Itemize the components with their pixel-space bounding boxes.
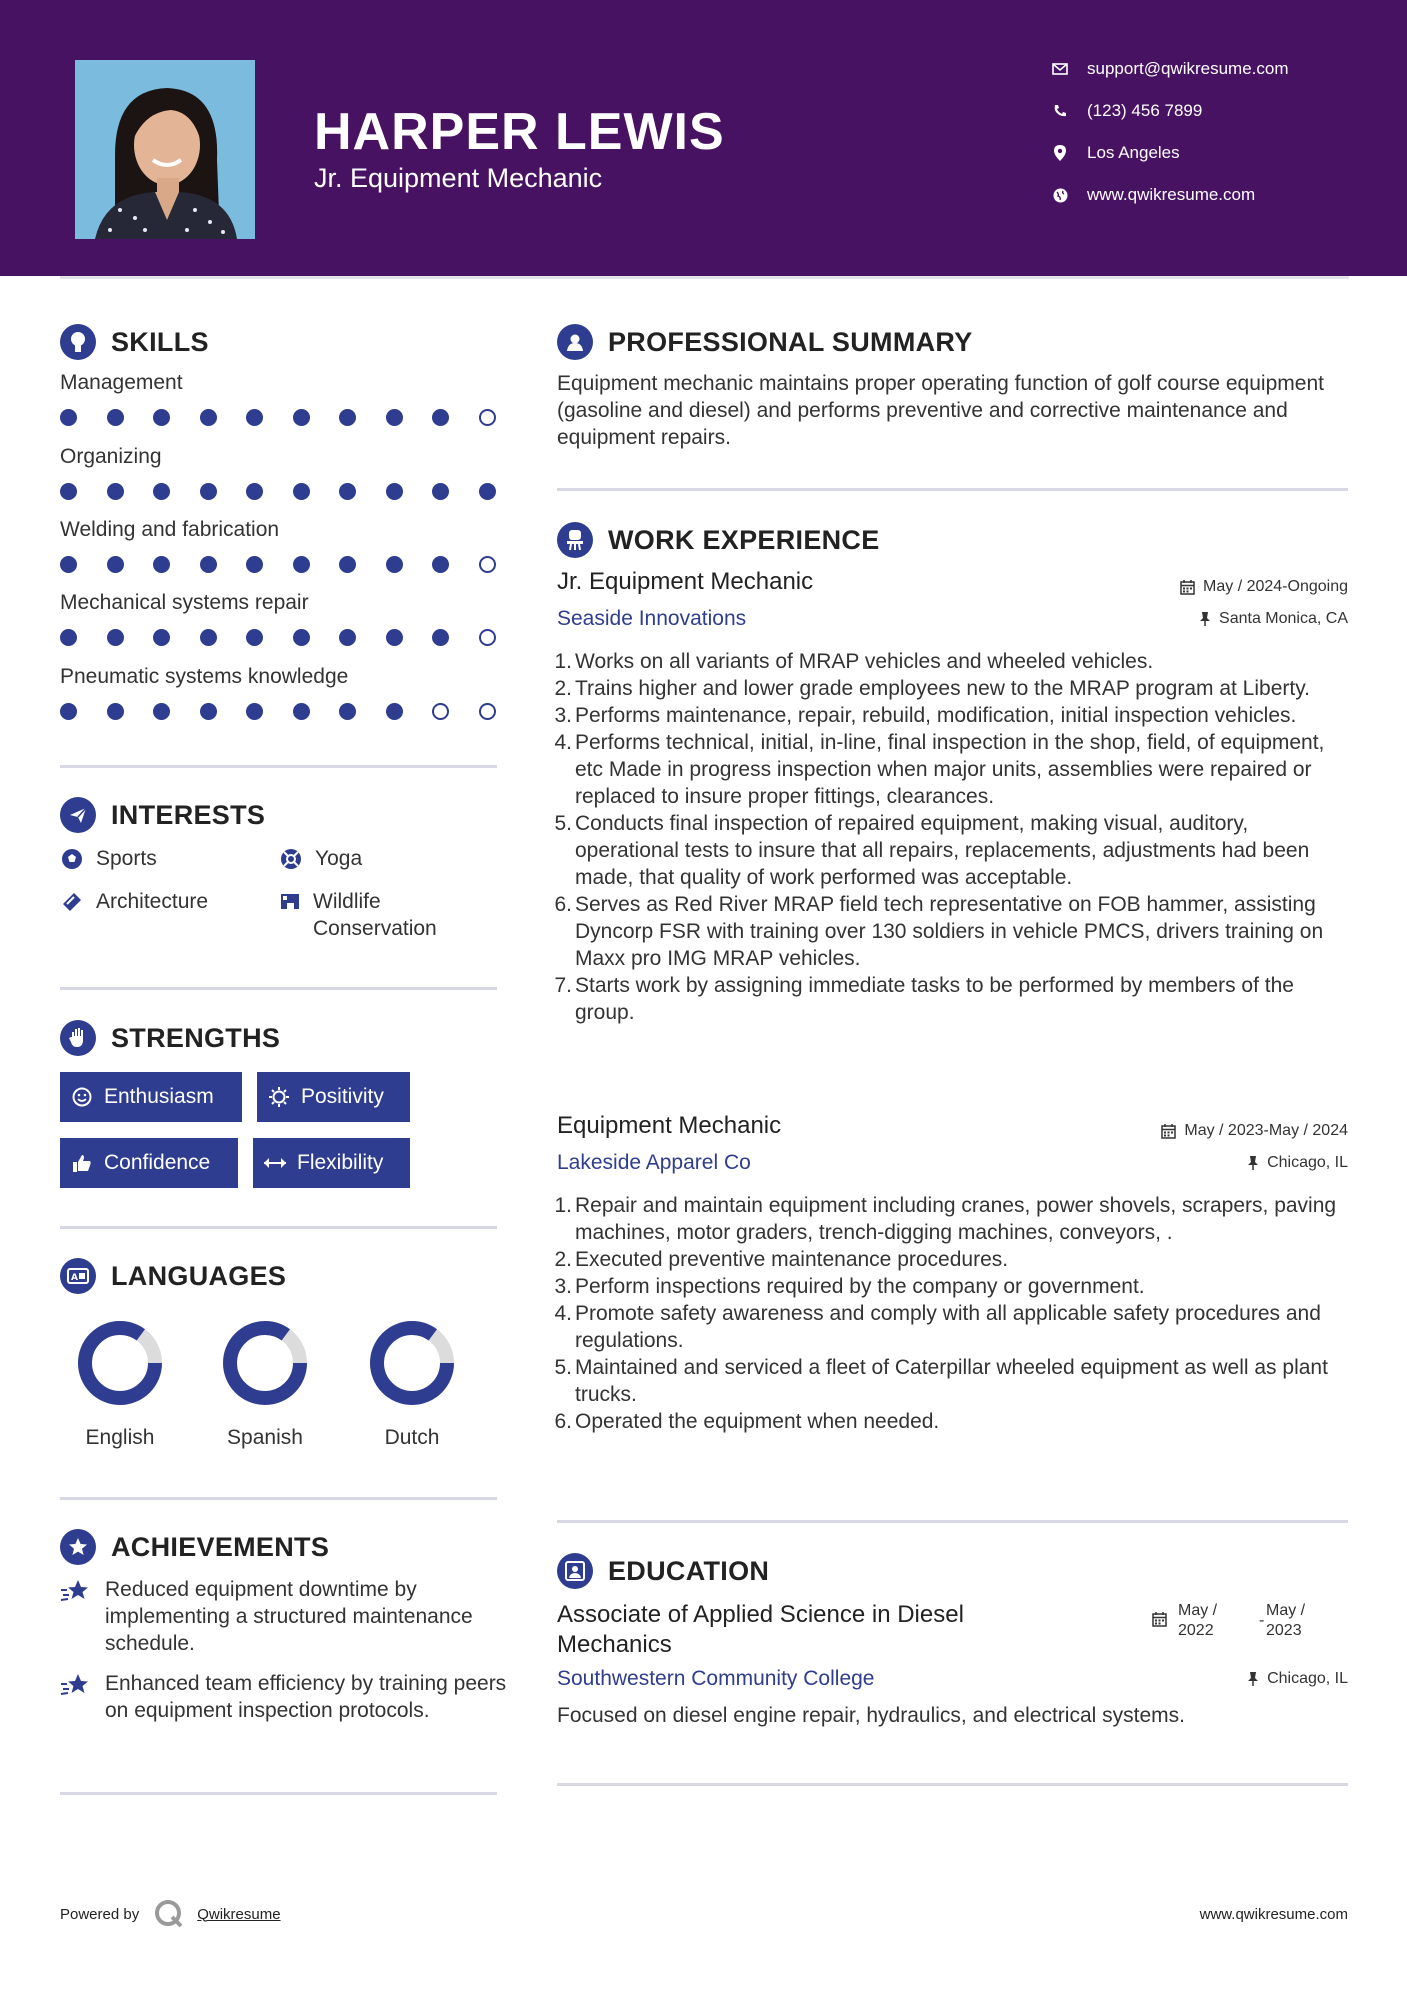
work-heading [557, 522, 880, 558]
strength-label: Confidence [104, 1151, 211, 1174]
school-name: Southwestern Community College [557, 1667, 875, 1690]
skills-title: SKILLS [111, 326, 209, 357]
contact-email-text: support@qwikresume.com [1087, 59, 1289, 78]
footer-powered-by [60, 1898, 281, 1930]
arrows-horizontal-icon [263, 1157, 287, 1169]
job-dates [1161, 1122, 1348, 1140]
duty-number: 1. [554, 650, 572, 673]
rating-dot-filled [153, 629, 170, 646]
duty-item [548, 891, 1353, 972]
rating-dot-filled [200, 629, 217, 646]
job-location-text: Santa Monica, CA [1219, 610, 1348, 627]
rating-dot-filled [107, 409, 124, 426]
skill-rating [60, 701, 500, 721]
powered-by-label: Powered by [60, 1905, 140, 1923]
skill-name: Management [60, 371, 183, 394]
language-donut [75, 1318, 165, 1408]
rating-dot-filled [386, 629, 403, 646]
rating-dot-filled [293, 409, 310, 426]
interest-label: Sports [96, 847, 157, 870]
rating-dot-filled [386, 703, 403, 720]
edu-location-text: Chicago, IL [1267, 1670, 1348, 1687]
duty-number: 3. [554, 704, 572, 727]
languages-title: LANGUAGES [111, 1260, 287, 1291]
job-duties [548, 1192, 1353, 1435]
skills-divider [60, 765, 497, 768]
rating-dot-empty [479, 556, 496, 573]
briefcase-chair-icon [557, 522, 593, 558]
skill-rating [60, 481, 500, 501]
achievement-item [60, 1670, 510, 1724]
calendar-icon [1180, 580, 1195, 595]
summary-text: Equipment mechanic maintains proper operating function of golf course equipment (gasoline and diesel) and performs preventive and corrective maintenance and equipment repairs. [557, 372, 1324, 449]
job-dates-text: May / 2023-May / 2024 [1184, 1122, 1348, 1139]
edu-end-year: 2023 [1266, 1622, 1302, 1639]
skill-name: Mechanical systems repair [60, 591, 309, 614]
duty-number: 2. [554, 1248, 572, 1271]
degree-line: Associate of Applied Science in Diesel [557, 1601, 964, 1628]
duty-text: Perform inspections required by the company or government. [575, 1275, 1145, 1298]
duty-item [548, 1246, 1353, 1273]
education-heading [557, 1553, 769, 1589]
rating-dot-empty [432, 703, 449, 720]
job-location-text: Chicago, IL [1267, 1154, 1348, 1171]
interest-item [279, 845, 362, 872]
user-icon [557, 324, 593, 360]
languages-divider [60, 1497, 497, 1500]
education-title: EDUCATION [608, 1555, 770, 1586]
duty-number: 1. [554, 1194, 572, 1217]
candidate-name: HARPER LEWIS [314, 103, 725, 161]
duty-number: 5. [554, 1356, 572, 1379]
rating-dot-filled [386, 409, 403, 426]
rating-dot-filled [339, 703, 356, 720]
rating-dot-filled [107, 629, 124, 646]
duty-item [548, 972, 1353, 1026]
rating-dot-filled [153, 483, 170, 500]
duty-item [548, 729, 1353, 810]
rating-dot-filled [339, 483, 356, 500]
company-name: Seaside Innovations [557, 607, 747, 630]
contact-phone-text: (123) 456 7899 [1087, 101, 1203, 120]
rating-dot-filled [432, 409, 449, 426]
pushpin-icon [1199, 611, 1211, 627]
work-title: WORK EXPERIENCE [608, 524, 880, 555]
rating-dot-filled [200, 703, 217, 720]
rating-dot-filled [432, 629, 449, 646]
rating-dot-filled [107, 556, 124, 573]
contact-location-text: Los Angeles [1087, 143, 1180, 162]
rating-dot-filled [479, 483, 496, 500]
drafting-icon [60, 888, 84, 915]
duty-number: 4. [554, 1302, 572, 1325]
duty-item [548, 675, 1353, 702]
rating-dot-filled [60, 483, 77, 500]
rating-dot-empty [479, 409, 496, 426]
language-name: Spanish [227, 1426, 303, 1449]
duty-number: 4. [554, 731, 572, 754]
edu-start-month: May / [1178, 1602, 1218, 1619]
summary-divider [557, 488, 1348, 491]
star-badge-icon [60, 1529, 96, 1565]
duty-text: Operated the equipment when needed. [575, 1410, 940, 1433]
language-chart [347, 1318, 477, 1408]
strength-badge [257, 1072, 410, 1122]
rating-dot-filled [293, 703, 310, 720]
strengths-title: STRENGTHS [111, 1022, 281, 1053]
company-name: Lakeside Apparel Co [557, 1151, 751, 1174]
interests-divider [60, 987, 497, 990]
degree-line: Mechanics [557, 1631, 672, 1658]
contact-location [1050, 138, 1370, 168]
rating-dot-filled [432, 483, 449, 500]
duty-number: 6. [554, 893, 572, 916]
footer-website[interactable]: www.qwikresume.com [1199, 1906, 1348, 1923]
rating-dot-filled [339, 556, 356, 573]
degree-title [557, 1600, 964, 1660]
skill-name: Pneumatic systems knowledge [60, 665, 349, 688]
edu-location [1247, 1670, 1348, 1688]
duty-item [548, 1354, 1353, 1408]
rating-dot-filled [107, 703, 124, 720]
globe-icon [1050, 188, 1070, 203]
contact-website[interactable] [1050, 180, 1370, 210]
language-name: Dutch [384, 1426, 440, 1449]
strengths-divider [60, 1226, 497, 1229]
footer-brand-link[interactable]: Qwikresume [197, 1905, 281, 1923]
rating-dot-filled [386, 483, 403, 500]
rating-dot-filled [60, 703, 77, 720]
profile-photo [75, 60, 255, 239]
strength-badge [253, 1138, 410, 1188]
rating-dot-filled [339, 409, 356, 426]
achievement-text: Enhanced team efficiency by training peers on equipment inspection protocols. [105, 1672, 507, 1722]
skill-name: Organizing [60, 445, 162, 468]
rating-dot-filled [60, 556, 77, 573]
duty-number: 5. [554, 812, 572, 835]
language-card-icon [60, 1258, 96, 1294]
interest-item [60, 845, 157, 872]
duty-text: Serves as Red River MRAP field tech representative on FOB hammer, assisting Dyncorp FSR with training over 130 soldiers in vehicle PMCS, drivers training on Maxx pro IMG MRAP vehicles. [575, 893, 1324, 970]
duty-number: 3. [554, 1275, 572, 1298]
interest-label: Wildlife Conservation [313, 890, 437, 940]
work-divider [557, 1520, 1348, 1523]
contact-email[interactable] [1050, 54, 1370, 84]
contact-website-text: www.qwikresume.com [1087, 185, 1256, 204]
duty-item [548, 648, 1353, 675]
edu-end-date [1266, 1601, 1305, 1641]
pushpin-icon [1247, 1155, 1259, 1171]
job-dates [1180, 578, 1348, 596]
duty-text: Starts work by assigning immediate tasks to be performed by members of the group. [575, 974, 1294, 1024]
edu-start-date [1178, 1601, 1217, 1641]
map-pin-icon [1050, 145, 1070, 161]
resume-header [0, 0, 1407, 276]
rating-dot-filled [293, 483, 310, 500]
summary-heading [557, 324, 973, 360]
duty-text: Works on all variants of MRAP vehicles and wheeled vehicles. [575, 650, 1154, 673]
duty-text: Promote safety awareness and comply with all applicable safety procedures and regulations. [575, 1302, 1321, 1352]
phone-icon [1050, 104, 1070, 118]
duty-text: Executed preventive maintenance procedures. [575, 1248, 1009, 1271]
language-donut [220, 1318, 310, 1408]
skills-heading [60, 324, 209, 360]
language-chart [55, 1318, 185, 1408]
rating-dot-filled [432, 556, 449, 573]
rating-dot-filled [107, 483, 124, 500]
rating-dot-filled [246, 703, 263, 720]
rating-dot-filled [246, 409, 263, 426]
pushpin-icon [1247, 1671, 1259, 1687]
rating-dot-filled [246, 556, 263, 573]
rating-dot-filled [200, 556, 217, 573]
job-location [1247, 1154, 1348, 1172]
graduate-icon [557, 1553, 593, 1589]
duty-text: Maintained and serviced a fleet of Caterpillar wheeled equipment as well as plant trucks. [575, 1356, 1328, 1406]
achievements-title: ACHIEVEMENTS [111, 1531, 330, 1562]
calendar-icon [1161, 1124, 1176, 1139]
duty-number: 2. [554, 677, 572, 700]
duty-number: 6. [554, 1410, 572, 1433]
rating-dot-filled [60, 629, 77, 646]
wildlife-icon [279, 888, 301, 915]
rating-dot-filled [153, 409, 170, 426]
shooting-star-icon [60, 1670, 90, 1724]
edu-end-month: May / [1266, 1602, 1306, 1619]
strength-badge [60, 1138, 238, 1188]
interests-heading [60, 797, 265, 833]
lightbulb-icon [60, 324, 96, 360]
strengths-heading [60, 1020, 280, 1056]
summary-title: PROFESSIONAL SUMMARY [608, 326, 973, 357]
rating-dot-filled [153, 556, 170, 573]
duty-text: Trains higher and lower grade employees new to the MRAP program at Liberty. [575, 677, 1310, 700]
achievements-heading [60, 1529, 329, 1565]
languages-heading [60, 1258, 286, 1294]
header-divider [60, 276, 1349, 279]
language-name: English [85, 1426, 155, 1449]
rating-dot-filled [200, 483, 217, 500]
candidate-title: Jr. Equipment Mechanic [314, 163, 603, 193]
duty-item [548, 1273, 1353, 1300]
interest-item [60, 888, 208, 915]
duty-text: Conducts final inspection of repaired equipment, making visual, auditory, operational tests to insure that all repairs, replacements, adjustments had been made, that quality of work performed was acceptable. [575, 812, 1310, 889]
contact-phone[interactable] [1050, 96, 1370, 126]
duty-item [548, 1192, 1353, 1246]
job-title: Equipment Mechanic [557, 1112, 782, 1139]
education-divider [557, 1783, 1348, 1786]
strength-badge [60, 1072, 242, 1122]
interest-label: Yoga [315, 847, 363, 870]
edu-date-dash: - [1259, 1612, 1265, 1629]
thumbs-up-icon [70, 1153, 94, 1173]
language-donut [367, 1318, 457, 1408]
rating-dot-filled [339, 629, 356, 646]
rating-dot-filled [246, 483, 263, 500]
rating-dot-filled [200, 409, 217, 426]
rating-dot-filled [246, 629, 263, 646]
rating-dot-empty [479, 629, 496, 646]
strength-label: Enthusiasm [104, 1085, 214, 1108]
calendar-icon [1152, 1602, 1172, 1632]
soccer-ball-icon [60, 845, 84, 872]
duty-item [548, 702, 1353, 729]
duty-item [548, 1300, 1353, 1354]
education-description: Focused on diesel engine repair, hydraulics, and electrical systems. [557, 1704, 1185, 1727]
rating-dot-empty [479, 703, 496, 720]
job-duties [548, 648, 1353, 1026]
envelope-icon [1050, 63, 1070, 75]
achievement-item [60, 1576, 510, 1657]
achievements-divider [60, 1792, 497, 1795]
edu-start-year: 2022 [1178, 1622, 1214, 1639]
skill-name: Welding and fabrication [60, 518, 280, 541]
strength-label: Positivity [301, 1085, 384, 1108]
hand-icon [60, 1020, 96, 1056]
qwikresume-logo-icon [153, 1898, 185, 1930]
duty-text: Performs technical, initial, in-line, final inspection in the shop, field, of equipment, etc Made in progress inspection when major units, assemblies were repaired or replaced to insure proper fittings, clearances. [575, 731, 1325, 808]
rating-dot-filled [60, 409, 77, 426]
sun-icon [267, 1086, 291, 1108]
duty-text: Performs maintenance, repair, rebuild, modification, initial inspection vehicles. [575, 704, 1297, 727]
skill-rating [60, 627, 500, 647]
paper-plane-icon [60, 797, 96, 833]
interest-label: Architecture [96, 890, 209, 913]
job-title: Jr. Equipment Mechanic [557, 568, 814, 595]
rating-dot-filled [386, 556, 403, 573]
svg-text:A: A [71, 1273, 78, 1283]
interests-title: INTERESTS [111, 799, 266, 830]
strength-label: Flexibility [297, 1151, 384, 1174]
duty-text: Repair and maintain equipment including cranes, power shovels, scrapers, paving machines, motor graders, trench-digging machines, conveyors, . [575, 1194, 1337, 1244]
lifebuoy-icon [279, 845, 303, 872]
smile-icon [70, 1087, 94, 1107]
job-location [1199, 610, 1348, 628]
rating-dot-filled [153, 703, 170, 720]
shooting-star-icon [60, 1576, 90, 1657]
rating-dot-filled [293, 556, 310, 573]
skill-rating [60, 554, 500, 574]
duty-item [548, 810, 1353, 891]
skill-rating [60, 407, 500, 427]
duty-number: 7. [554, 974, 572, 997]
achievement-text: Reduced equipment downtime by implementing a structured maintenance schedule. [105, 1578, 473, 1655]
rating-dot-filled [293, 629, 310, 646]
job-dates-text: May / 2024-Ongoing [1203, 578, 1348, 595]
duty-item [548, 1408, 1353, 1435]
language-chart [200, 1318, 330, 1408]
interest-item [279, 888, 489, 942]
